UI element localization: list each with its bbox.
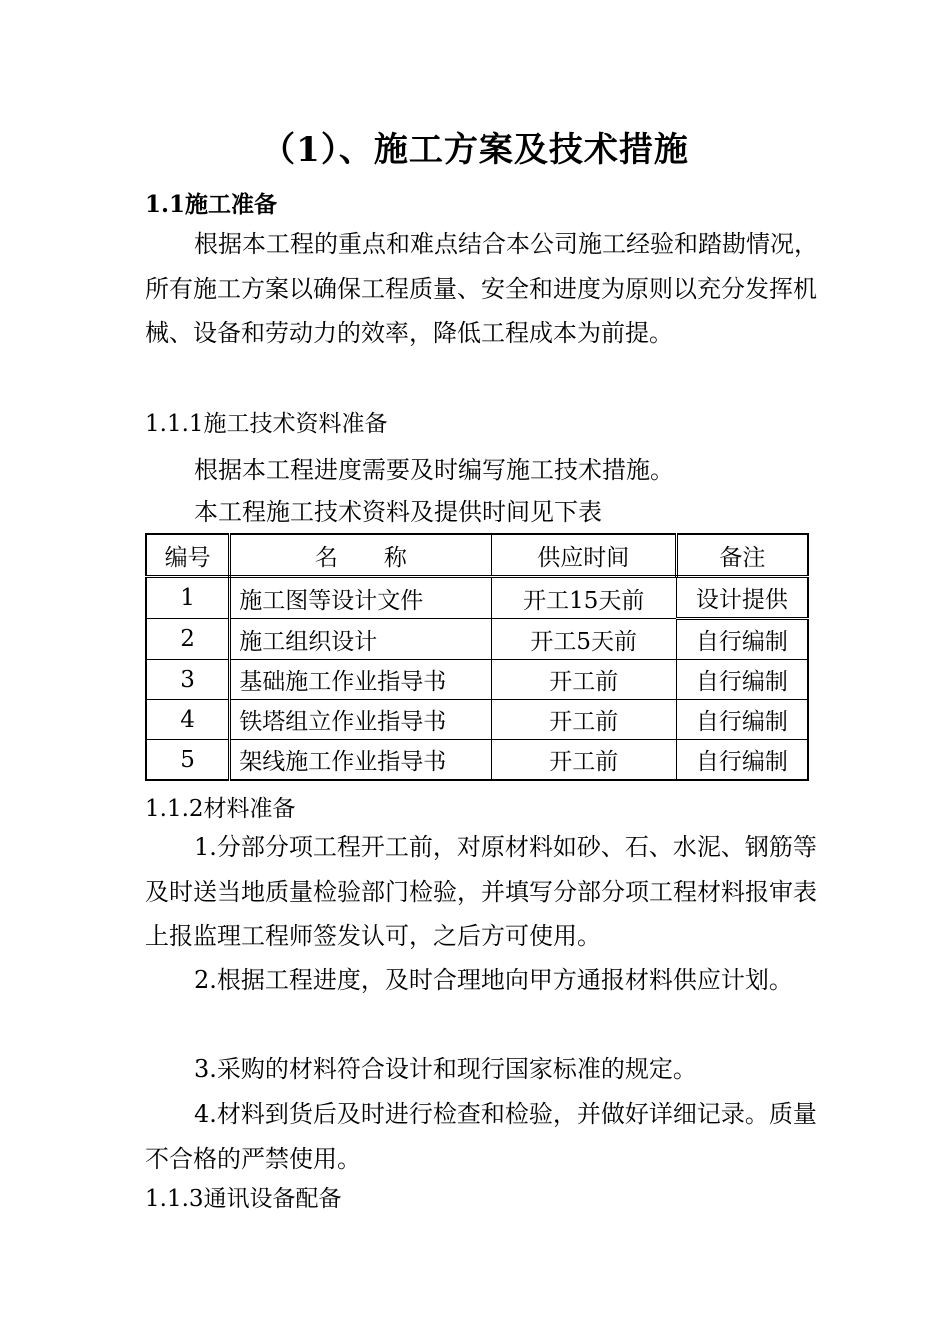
table-header-cell: 供应时间 <box>491 534 676 577</box>
table-cell-time: 开工前 <box>491 700 676 740</box>
table-cell-note: 自行编制 <box>676 619 808 660</box>
section-heading-1-1-1: 1.1.1施工技术资料准备 <box>145 411 388 437</box>
table-header-cell: 备注 <box>676 534 808 577</box>
table-cell-note: 自行编制 <box>676 660 808 700</box>
table-cell-time: 开工前 <box>491 660 676 700</box>
document-title: （1）、施工方案及技术措施 <box>261 130 689 170</box>
table-cell-note: 设计提供 <box>676 577 808 619</box>
section-heading-1-1-3: 1.1.3通讯设备配备 <box>145 1186 342 1212</box>
table-cell-number: 2 <box>146 619 230 660</box>
table-cell-number: 4 <box>146 700 230 740</box>
table-cell-note: 自行编制 <box>676 700 808 740</box>
material-item-2: 2.根据工程进度，及时合理地向甲方通报材料供应计划。 <box>194 966 793 994</box>
table-row <box>146 660 808 700</box>
table-cell-name: 基础施工作业指导书 <box>230 660 491 700</box>
table-cell-name: 架线施工作业指导书 <box>230 740 491 781</box>
table-cell-number: 1 <box>146 577 230 619</box>
table-header-cell: 名 称 <box>230 534 491 577</box>
table-cell-number: 5 <box>146 740 230 781</box>
technical-documents-table <box>145 533 809 781</box>
table-cell-number: 3 <box>146 660 230 700</box>
table-cell-time: 开工15天前 <box>491 577 676 619</box>
table-row <box>146 700 808 740</box>
table-cell-note: 自行编制 <box>676 740 808 781</box>
material-item-3: 3.采购的材料符合设计和现行国家标准的规定。 <box>194 1055 697 1083</box>
table-header-row <box>146 534 808 577</box>
table-cell-time: 开工5天前 <box>491 619 676 660</box>
table-cell-name: 铁塔组立作业指导书 <box>230 700 491 740</box>
table-row <box>146 577 808 619</box>
table-cell-name: 施工图等设计文件 <box>230 577 491 619</box>
table-header-cell: 编号 <box>146 534 230 577</box>
table-cell-time: 开工前 <box>491 740 676 781</box>
material-item-1: 1.分部分项工程开工前，对原材料如砂、石、水泥、钢筋等及时送当地质量检验部门检验，并填写分部分项工程材料报审表上报监理工程师签发认可，之后方可使用。 <box>145 833 817 950</box>
section-1-1-1-line-2: 本工程施工技术资料及提供时间见下表 <box>194 498 602 526</box>
section-1-1-1-line-1: 根据本工程进度需要及时编写施工技术措施。 <box>194 456 674 484</box>
section-1-1-intro-paragraph: 根据本工程的重点和难点结合本公司施工经验和踏勘情况，所有施工方案以确保工程质量、安全和进度为原则以充分发挥机械、设备和劳动力的效率，降低工程成本为前提。 <box>145 230 818 347</box>
section-heading-1-1: 1.1施工准备 <box>145 191 278 218</box>
table-row <box>146 619 808 660</box>
material-item-4: 4.材料到货后及时进行检查和检验，并做好详细记录。质量不合格的严禁使用。 <box>145 1100 817 1173</box>
table-row <box>146 740 808 781</box>
section-heading-1-1-2: 1.1.2材料准备 <box>145 796 296 822</box>
table-cell-name: 施工组织设计 <box>230 619 491 660</box>
